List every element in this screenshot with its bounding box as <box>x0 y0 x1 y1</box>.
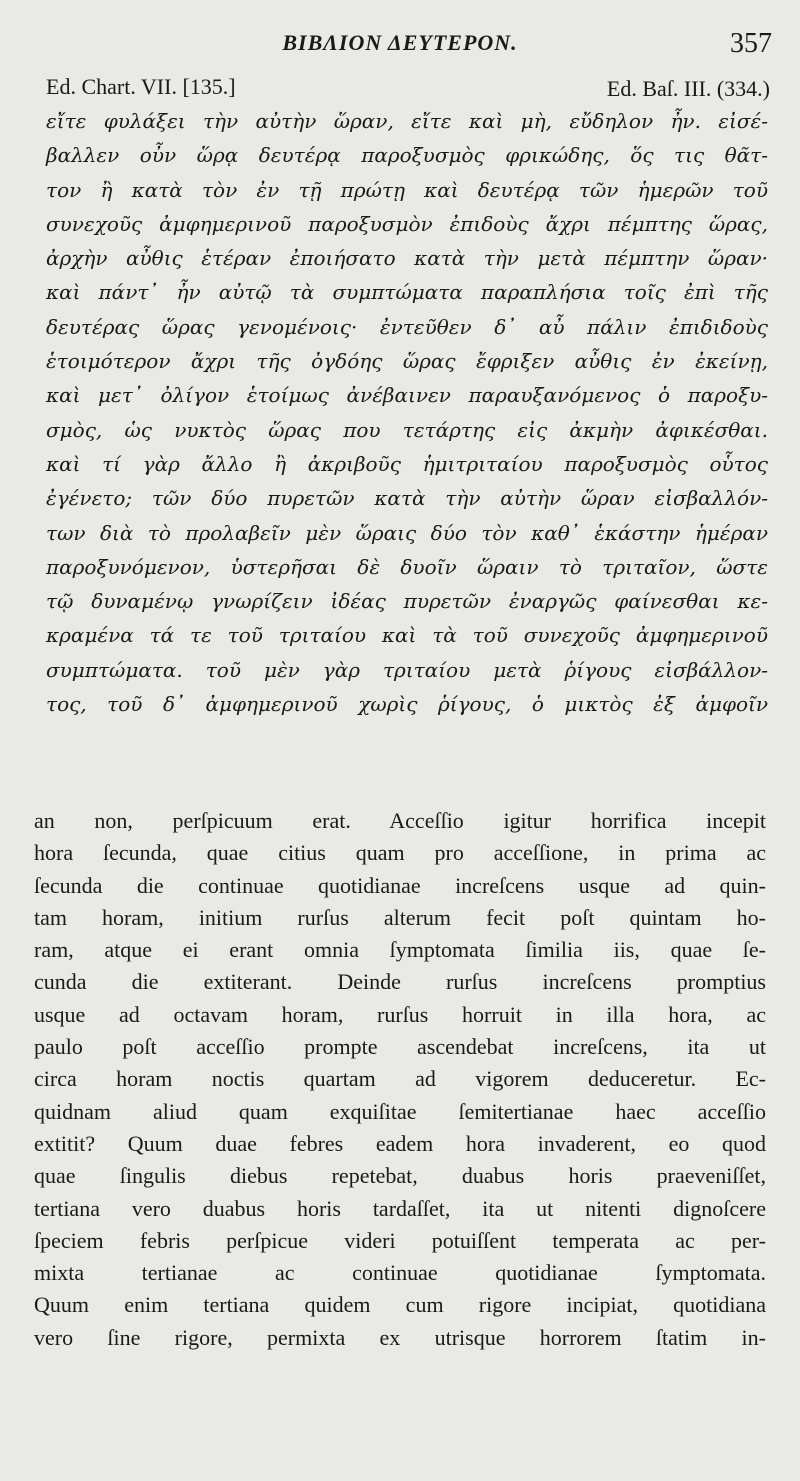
greek-text-line: τῷ δυναμένῳ γνωρίζειν ἰδέας πυρετῶν ἐναργῶς φαίνεσθαι κε- <box>46 589 768 614</box>
greek-text-block <box>46 104 768 721</box>
edition-reference-chartier: Ed. Chart. VII. [135.] <box>46 74 236 99</box>
latin-text-line: circa horam noctis quartam ad vigorem deduceretur. Ec- <box>34 1066 766 1092</box>
greek-text-line: ἀρχὴν αὖθις ἑτέραν ἐποιήσατο κατὰ τὴν μετὰ πέμπτην ὥραν· <box>46 246 768 271</box>
greek-text-line: καὶ πάντ᾽ ἦν αὐτῷ τὰ συμπτώματα παραπλήσια τοῖς ἐπὶ τῆς <box>46 280 768 305</box>
latin-text-line: mixta tertianae ac continuae quotidianae ſymptomata. <box>34 1260 766 1286</box>
latin-text-line: cunda die extiterant. Deinde rurſus increſcens promptius <box>34 969 766 995</box>
edition-reference-basel: Ed. Baſ. III. (334.) <box>606 76 770 101</box>
greek-text-line: καὶ τί γὰρ ἄλλο ἢ ἀκριβοῦς ἡμιτριταίου παροξυσμὸς οὗτος <box>46 451 768 476</box>
greek-text-line: ἐγένετο; τῶν δύο πυρετῶν κατὰ τὴν αὐτὴν ὥραν εἰσβαλλόν- <box>46 486 768 511</box>
latin-text-line: quidnam aliud quam exquiſitae ſemitertianae haec acceſſio <box>34 1098 766 1124</box>
latin-text-line: vero ſine rigore, permixta ex utrisque horrorem ſtatim in- <box>34 1324 766 1350</box>
latin-text-line: ſpeciem febris perſpicue videri potuiſſent temperata ac per- <box>34 1227 766 1253</box>
greek-text-line: εἴτε φυλάξει τὴν αὐτὴν ὥραν, εἴτε καὶ μὴ, εὔδηλον ἦν. εἰσέ- <box>46 109 768 133</box>
latin-text-line: quae ſingulis diebus repetebat, duabus horis praeveniſſet, <box>34 1163 766 1189</box>
greek-text-line: παροξυνόμενον, ὑστερῆσαι δὲ δυοῖν ὥραιν τὸ τριταῖον, ὥστε <box>46 554 768 579</box>
greek-text-line: σμὸς, ὡς νυκτὸς ὥρας που τετάρτης εἰς ἀκμὴν ἀφικέσθαι. <box>46 417 768 442</box>
latin-text-line: ram, atque ei erant omnia ſymptomata ſimilia iis, quae ſe- <box>34 937 766 963</box>
running-title: BIBΛΙΟΝ ΔΕΥΤΕΡΟΝ. <box>282 30 518 55</box>
page-number: 357 <box>730 28 772 59</box>
greek-text-line: δευτέρας ὥρας γενομένοις· ἐντεῦθεν δ᾽ αὖ πάλιν ἐπιδιδοὺς <box>46 314 768 339</box>
latin-text-line: paulo poſt acceſſio prompte ascendebat increſcens, ita ut <box>34 1034 766 1060</box>
greek-text-line: τος, τοῦ δ᾽ ἀμφημερινοῦ χωρὶς ῥίγους, ὁ μικτὸς ἐξ ἀμφοῖν <box>46 692 768 717</box>
greek-text-line: συμπτώματα. τοῦ μὲν γὰρ τριταίου μετὰ ῥίγους εἰσβάλλον- <box>46 657 768 682</box>
greek-text-line: κραμένα τά τε τοῦ τριταίου καὶ τὰ τοῦ συνεχοῦς ἀμφημερινοῦ <box>46 623 768 648</box>
greek-text-line: συνεχοῦς ἀμφημερινοῦ παροξυσμὸν ἐπιδοὺς ἄχρι πέμπτης ὥρας, <box>46 211 768 236</box>
latin-text-line: tam horam, initium rurſus alterum fecit poſt quintam ho- <box>34 904 766 930</box>
latin-text-line: extitit? Quum duae febres eadem hora invaderent, eo quod <box>34 1130 766 1156</box>
latin-text-block <box>34 805 766 1354</box>
latin-text-line: an non, perſpicuum erat. Acceſſio igitur horrifica incepit <box>34 808 766 833</box>
greek-text-line: τον ἢ κατὰ τὸν ἐν τῇ πρώτῃ καὶ δευτέρᾳ τῶν ἡμερῶν τοῦ <box>46 177 768 202</box>
greek-text-line: βαλλεν οὖν ὥρᾳ δευτέρᾳ παροξυσμὸς φρικώδης, ὅς τις θᾶτ- <box>46 143 768 168</box>
latin-text-line: tertiana vero duabus horis tardaſſet, ita ut nitenti dignoſcere <box>34 1195 766 1221</box>
latin-text-line: ſecunda die continuae quotidianae increſcens usque ad quin- <box>34 872 766 898</box>
greek-text-line: των διὰ τὸ προλαβεῖν μὲν ὥραις δύο τὸν καθ᾽ ἑκάστην ἡμέραν <box>46 520 768 545</box>
latin-text-line: usque ad octavam horam, rurſus horruit in illa hora, ac <box>34 1001 766 1027</box>
latin-text-line: hora ſecunda, quae citius quam pro acceſſione, in prima ac <box>34 840 766 866</box>
greek-text-line: ἑτοιμότερον ἄχρι τῆς ὀγδόης ὥρας ἔφριξεν αὖθις ἐν ἐκείνῃ, <box>46 349 768 374</box>
latin-text-line: Quum enim tertiana quidem cum rigore incipiat, quotidiana <box>34 1292 766 1318</box>
greek-text-line: καὶ μετ᾽ ὀλίγον ἑτοίμως ἀνέβαινεν παραυξανόμενος ὁ παροξυ- <box>46 383 768 408</box>
